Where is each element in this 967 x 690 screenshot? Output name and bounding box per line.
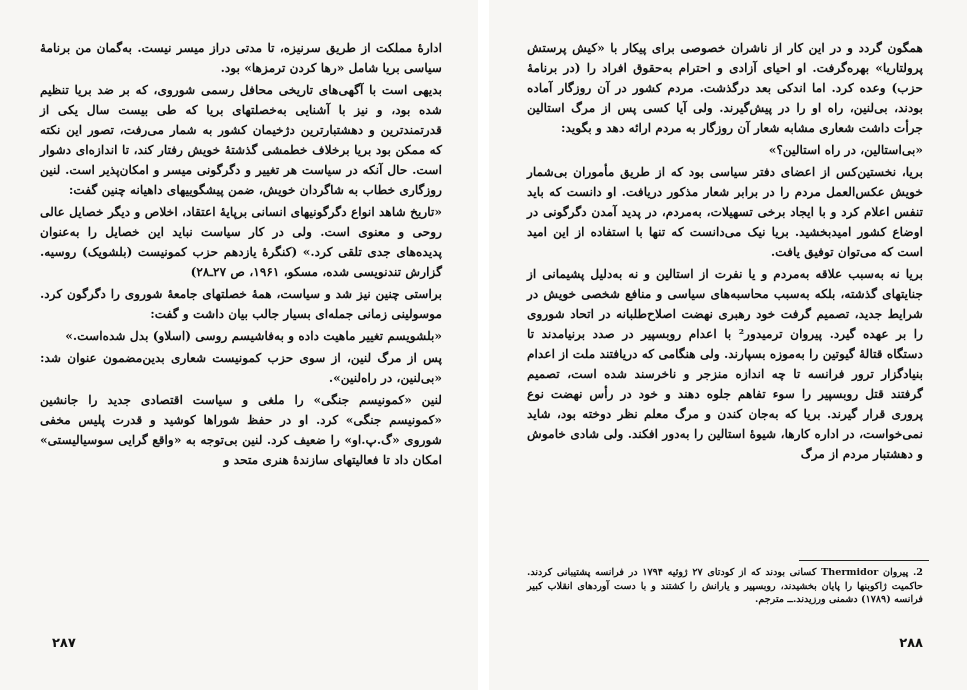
right-page bbox=[489, 0, 967, 690]
left-page bbox=[0, 0, 478, 690]
paragraph: همگون گردد و در این کار از ناشران خصوصی برای پیکار با «کیش پرستش پرولتاریا» بهره‌گرفت. او احیای آزادی و احترام به‌حقوق افراد را (در برنامهٔ حزب) وعده کرد. اما اندکی بعد درگذشت. مردم کشور در آن روزگار آماده بودند، بی‌لنین، راه او را در پیش‌گیرند. ولی آیا کسی پس از مرگ استالین جرأت داشت شعاری مشابه شعار آن روزگار به مردم ارائه دهد و بگوید: bbox=[527, 41, 923, 135]
paragraph: لنین «کمونیسم جنگی» را ملغی و سیاست اقتصادی جدید را جانشین «کمونیسم جنگی» کرد. او در حفظ شوراها کوشید و قدرت پلیس مخفی شوروی «گ.پ.او» را ضعیف کرد. لنین بی‌توجه به «واقع گرایی سوسیالیستی» امکان داد تا فعالیتهای سازندهٔ هنری متحد و bbox=[40, 393, 442, 467]
quotation: «تاریخ شاهد انواع دگرگونیهای انسانی برپایهٔ اعتقاد، اخلاص و دیگر خصایل عالی روحی و معنوی است. ولی در کار سیاست نباید این خصایل را به‌عنوان پدیده‌های جدی تلقی کرد.» (کنگرهٔ یازدهم حزب کمونیست (بلشویک) روسیه. گزارش تندنویسی شده، مسکو، ۱۹۶۱، ص ۲۷ـ۲۸) bbox=[40, 205, 442, 279]
paragraph: بریا، نخستین‌کس از اعضای دفتر سیاسی بود که از طریق مأموران بی‌شمار خویش عکس‌العمل مردم را در برابر شعار مذکور دریافت. او دانست که باید تنفس اعلام کرد و با ایجاد برخی تسهیلات، به‌مردم، در پدید آمدن دگرگونی در اوضاع کشور امیدبخشید. بریا نیک می‌دانست که تنها با استفاده از این امید است که می‌توان توفیق یافت. bbox=[527, 165, 923, 259]
left-page-body bbox=[40, 38, 442, 470]
paragraph: براستی چنین نیز شد و سیاست، همهٔ خصلتهای جامعهٔ شوروی را دگرگون کرد. موسولینی زمانی جمله‌ای بسیار جالب بیان داشت و گفت: bbox=[40, 287, 442, 321]
footnote-separator bbox=[799, 560, 929, 561]
book-gutter bbox=[478, 0, 489, 690]
page-number-left: ۲۸۷ bbox=[52, 636, 76, 651]
paragraph: پس از مرگ لنین، از سوی حزب کمونیست شعاری بدین‌مضمون عنوان شد: «بی‌لنین، در راه‌لنین». bbox=[40, 351, 442, 385]
quotation: «بلشویسم تغییر ماهیت داده و به‌فاشیسم روسی (اسلاو) بدل شده‌است.» bbox=[65, 329, 442, 343]
paragraph: ادارهٔ مملکت از طریق سرنیزه، تا مدتی دراز میسر نیست. به‌گمان من برنامهٔ سیاسی بریا شامل «رها کردن ترمزها» بود. bbox=[40, 41, 442, 75]
paragraph: بریا نه به‌سبب علاقه به‌مردم و یا نفرت از استالین و نه به‌دلیل پشیمانی از جنایتهای گذشته، بلکه به‌سبب محاسبه‌های سیاسی و منافع شخصی خویش در شرایط جدید، تصمیم گرفت خود رهبری نهضت اصلاح‌طلبانه در اتحاد شوروی را بر عهده گیرد. پیروان ترمیدور² با اعدام روبسپیر در صدد برنیامدند تا دستگاه قتالهٔ گیوتین را به‌موزه بسپارند. ولی هنگامی که دریافتند ملت از اعدام بنیادگزار ترور فرانسه تا چه اندازه منزجر و ناخرسند شده است، تصمیم گرفتند قتل روبسپیر را سوء تفاهم جلوه دهند و خود در رأس نهضت نوع پروری قرار گیرند. بریا که به‌جان کندن و مرگ معلم نظر دوخته بود، شاید نمی‌خواست، در اداره کارها، شیوهٔ استالین را به‌دور افکند. ولی شادی خاموش و دهشتبار مردم از مرگ bbox=[527, 267, 923, 461]
paragraph: بدیهی است با آگهی‌های تاریخی محافل رسمی شوروی، که بر ضد بریا تنظیم شده بود، و نیز با آشنایی به‌خصلتهای بریا که طی بیست سال یکی از قدرتمندترین و دهشتبارترین دژخیمان کشور به شمار می‌رفت، تصور این نکته که ممکن بود بریا برخلاف خطمشی گذشتهٔ خویش رفتار کند، تا اندازه‌ای دشوار است. حال آنکه در سیاست هر تغییر و دگرگونی میسر و امکان‌پذیر است. لنین روزگاری خطاب به شاگردان خویش، ضمن پیشگوییهای داهیانه چنین گفت: bbox=[40, 83, 442, 197]
footnote: 2. پیروان Thermidor کسانی بودند که از کودتای ۲۷ ژوئیه ۱۷۹۴ در فرانسه پشتیبانی کردند. حاکمیت ژاکوبنها را پایان بخشیدند، روبسپیر و یارانش را کشتند و با دست آوردهای انقلاب کبیر فرانسه (۱۷۸۹) دشمنی ورزیدند.ــ مترجم. bbox=[527, 567, 923, 605]
right-page-body bbox=[527, 38, 923, 464]
page-number-right: ۲۸۸ bbox=[899, 636, 923, 651]
quotation: «بی‌استالین، در راه استالین؟» bbox=[768, 143, 923, 157]
